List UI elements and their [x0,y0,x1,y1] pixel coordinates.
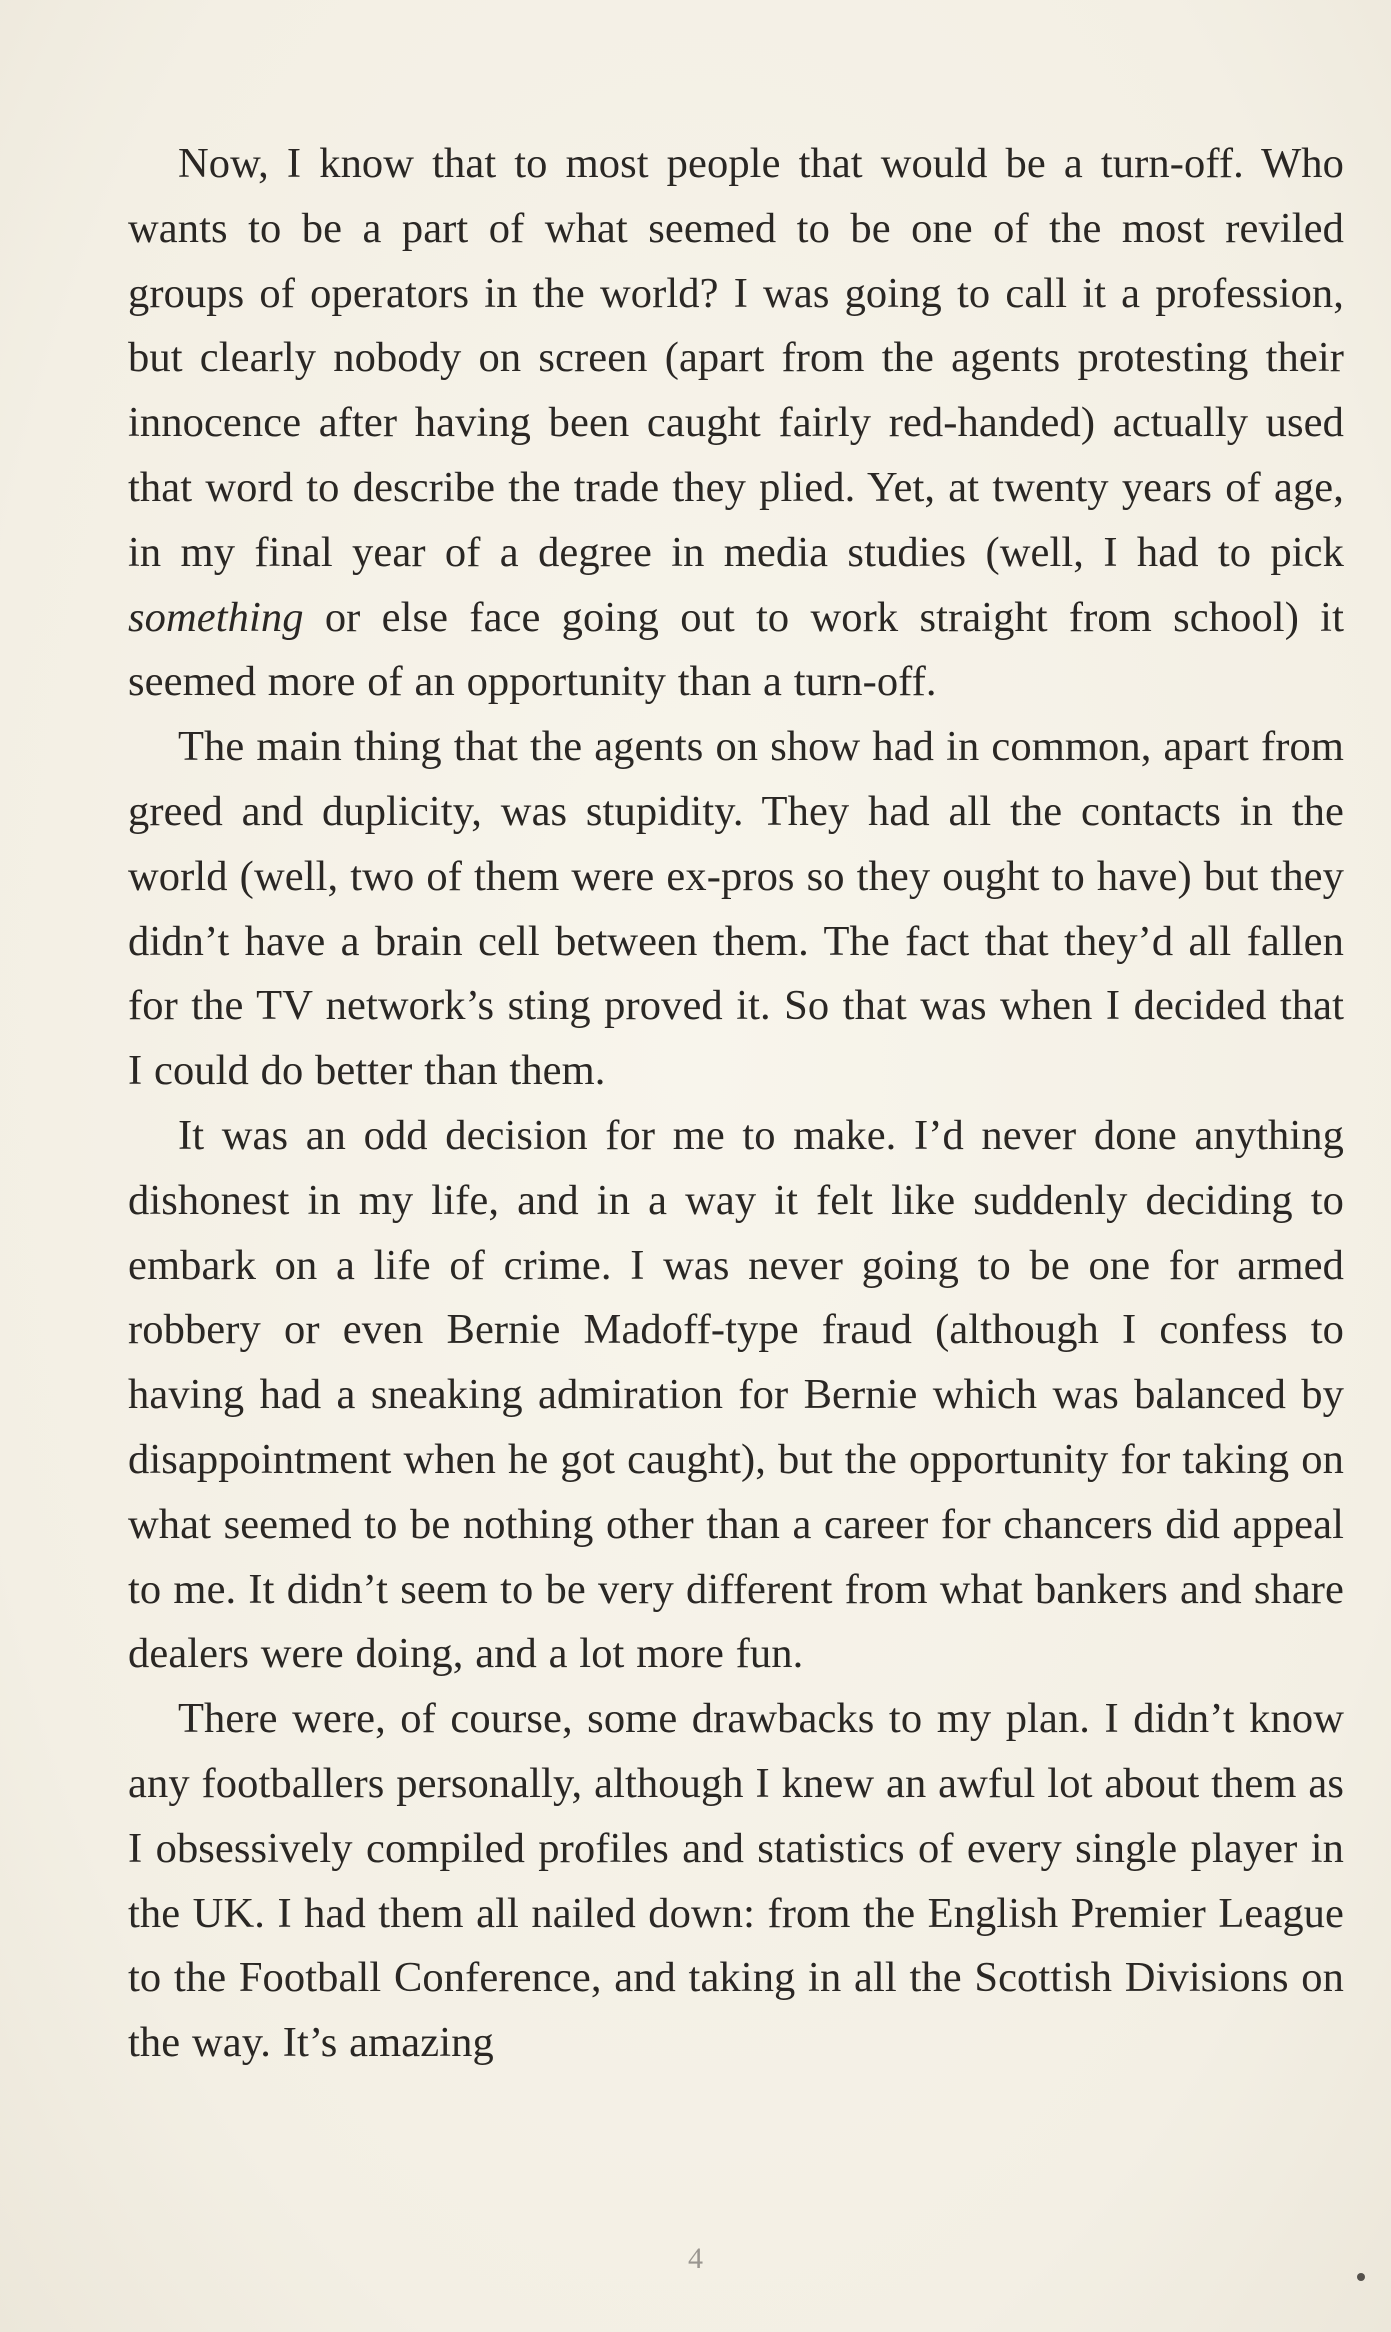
page-number: 4 [688,2242,703,2275]
body-text [128,132,1344,2076]
paragraph-4: There were, of course, some drawbacks to my plan. I didn’t know any footballers personally, although I knew an awful lot about them as I obsessively compiled profiles and statistics of every single player in the UK. I had them all nailed down: from the English Premier League to the Football Conference, and taking in all the Scottish Divisions on the way. It’s amazing [128,1695,1344,2067]
paragraph-1-text-start: Now, I know that to most people that would be a turn-off. Who wants to be a part of what seemed to be one of the most reviled groups of operators in the world? I was going to call it a profession, but clearly nobody on screen (apart from the agents protesting their innocence after having been caught fairly red-handed) actually used that word to describe the trade they plied. Yet, at twenty years of age, in my final year of a degree in media studies (well, I had to pick [128,140,1344,576]
corner-mark [1357,2273,1365,2281]
paragraph-2: The main thing that the agents on show had in common, apart from greed and duplicity, was stupidity. They had all the contacts in the world (well, two of them were ex-pros so they ought to have) but they didn’t have a brain cell between them. The fact that they’d all fallen for the TV network’s sting proved it. So that was when I decided that I could do better than them. [128,723,1344,1095]
paragraph-1-text-end: or else face going out to work straight from school) it seemed more of an opportunity than a turn-off. [128,593,1344,706]
paragraph-3: It was an odd decision for me to make. I’d never done anything dishonest in my life, and in a way it felt like suddenly deciding to embark on a life of crime. I was never going to be one for armed robbery or even Bernie Madoff-type fraud (although I confess to having had a sneaking admiration for Bernie which was balanced by disappointment when he got caught), but the opportunity for taking on what seemed to be nothing other than a career for chancers did appeal to me. It didn’t seem to be very different from what bankers and share dealers were doing, and a lot more fun. [128,1111,1344,1678]
paragraph-1 [128,132,1344,715]
paragraph-1-emphasis: something [128,593,304,641]
